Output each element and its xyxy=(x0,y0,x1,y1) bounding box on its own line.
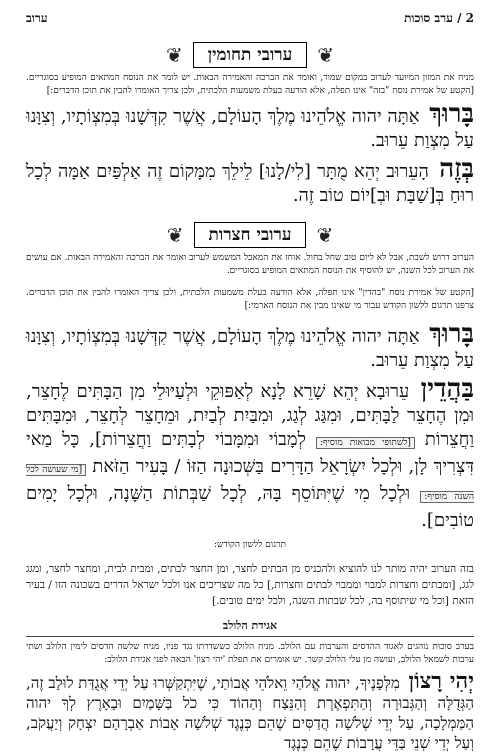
section2-title: ערובי חצרות xyxy=(194,222,307,248)
section3-prayer xyxy=(26,668,474,753)
aramaic-lead-word: בַּהֲדֵין xyxy=(420,374,474,404)
section1-intro: מניח את המזון המיועד לערוב במקום שמור, ואומר את הברכה והאמירה הבאות. יש לומר את הנוסח המתאים המופיע בסוגריים. [הקטע של אמירת נוסח "בזה" אינו תפלה, אלא הודעה בעלת משמעות הלכתית, ולכן צריך האומרו להבין את תוכן הדברים:] xyxy=(26,73,474,96)
page-label: 2 / ערב סוכות xyxy=(404,10,474,25)
section2-intro: הערוב דרוש לשבת, אבל לא ליום טוב שחל בחול. אוחז את המאכל המשמש לערוב ואומר את הברכה והאמירה הבאות. אם עושים את הערוב לכל השנה, יש להוסיף את הנוסח המתאים המופיע בסוגריים. xyxy=(26,253,474,276)
ornament-icon: ❦ xyxy=(166,223,184,247)
page-header xyxy=(26,8,474,28)
section2-title-box xyxy=(26,222,474,248)
section3-title: אגידת הלולב xyxy=(222,619,278,632)
ornament-icon: ❦ xyxy=(316,223,334,247)
aramaic-text-2: לְמָבוֹי וּמִמָּבוֹי לְבָתִּים וַחֲצֵרוֹת], כָּל מַאי דִּצְרִיךְ לָן, וּלְכָל יִשְׂרָאֵל הַדָּרִים בַּשְּׁכוּנָה הַזּוֹ / בָּעִיר הַזֹּאת xyxy=(26,429,474,477)
section2-blessing xyxy=(26,319,474,373)
section-label: ערוב xyxy=(26,10,48,25)
inline-note-box: [מי שעושה לכל השנה מוסיף: xyxy=(26,465,475,502)
blessing-lead-word: בָּרוּךְ xyxy=(429,319,474,349)
statement-lead-word: בְּזֶה xyxy=(439,154,474,184)
section3-intro: בערב סוכות נוהגים לאגוד ההדסים והערבות עם הלולב. מניח הלולב כששדרתו נגד פניו, מניח שלשה הדסים לימין הלולב ושתי ערבות לשמאל הלולב, ועושה מן עלי הלולב קשר. יש אומרים את תפלת 'יהי רצון' הבאה לפני אגידת הלולב: xyxy=(26,642,474,665)
blessing-text: אַתָּה יהוה אֱלֹהֵינוּ מֶלֶךְ הָעוֹלָם, אֲשֶׁר קִדְּשָׁנוּ בְּמִצְוֹתָיו, וְצִוָּנוּ עַל מִצְוַת עֵרוּב. xyxy=(26,326,474,371)
section1-title: ערובי תחומין xyxy=(193,42,308,68)
aramaic-text-3: וּלְכָל מִי שֶׁיִּתּוֹסֵף בָּהּ, לְכָל שַׁבְּתוֹת הַשָּׁנָה, וּלְכָל יָמִים טוֹבִים]. xyxy=(26,483,474,531)
section2-bracket-note: [הקטע של אמירת נוסח "בהדין" אינו תפלה, אלא הודעה בעלת משמעות הלכתית, ולכן צריך האומרו להבין את תוכן הדברים. צרפנו תרגום ללשון הקודש עבור מי שאינו מבין את הנוסח הארמי:] xyxy=(26,288,474,311)
ornament-icon: ❦ xyxy=(165,43,183,67)
translation-text: בזה הערוב יהיה מותר לנו להוציא ולהכניס מן הבתים לחצר, ומן החצר לבתים, ומבית לבית, ומחצר לחצר, ומגג לגג, [ומבתים וחצרות למבוי וממבוי לבתים וחצרות,] כל מה שצריכים אנו ולכל ישראל הדרים בשכונה הזו / בעיר הזאת [וכל מי שיתוסף בה, לכל שבתות השנה, ולכל ימים טובים.] xyxy=(26,562,474,607)
blessing-lead-word: בָּרוּךְ xyxy=(429,99,474,129)
divider xyxy=(26,636,474,637)
section1-title-box xyxy=(26,42,474,68)
aramaic-text-1: עֵרוּבָא יְהֵא שָׁרֵא לָנָא לְאַפּוּקֵי וּלְעַיּוּלֵי מִן הַבָּתִּים לֶחָצֵר, וּמִן הֶחָצֵר לַבָּתִּים, וּמִגַּג לְגַג, וּמִבַּיִת לְבַיִת, וּמֵחָצֵר לְחָצֵר, וּמִבָּתִּים וַחֲצֵרוֹת xyxy=(26,381,474,450)
ornament-icon: ❦ xyxy=(317,43,335,67)
blessing-text: אַתָּה יהוה אֱלֹהֵינוּ מֶלֶךְ הָעוֹלָם, אֲשֶׁר קִדְּשָׁנוּ בְּמִצְוֹתָיו, וְצִוָּנוּ עַל מִצְוַת עֵרוּב. xyxy=(26,106,474,151)
translation-heading: תרגום ללשון הקודש: xyxy=(214,540,286,550)
prayer-lead-word: יְהִי רָצוֹן xyxy=(408,668,474,694)
prayer-text: מִלְּפָנֶיךָ, יהוה אֱלֹהַי וֵאלֹהֵי אֲבוֹתַי, שֶׁיִּתְקַשְּׁרוּ עַל יְדֵי אֲגֻדַּת לוּלָב זֶה, הַגְּדֻלָּה וְהַגְּבוּרָה וְהַתִּפְאֶרֶת וְהַנֵּצַח וְהַהוֹד כִּי כֹל בַּשָּׁמַיִם וּבָאָרֶץ לְךָ יהוה הַמַּמְלָכָה, עַל יְדֵי שְׁלֹשָׁה הֲדַסִּים שֶׁהֵם כְּנֶגֶד שְׁלֹשָׁה אָבוֹת אַבְרָהָם יִצְחָק וְיַעֲקֹב, וְעַל יְדֵי שְׁנֵי בַּדֵּי עֲרָבוֹת שֶׁהֵם כְּנֶגֶד xyxy=(26,674,474,752)
section1-statement xyxy=(26,154,474,208)
section1-blessing xyxy=(26,99,474,153)
section2-aramaic xyxy=(26,374,475,533)
statement-text: הָעֵרוּב יְהֵא מֻתָּר [לִי/לָנוּ] לֵילֵךְ מִמָּקוֹם זֶה אַלְפַּיִם אַמָּה לְכָל רוּחַ בְּ[שַׁבָּת וּבְ]יוֹם טוֹב זֶה. xyxy=(26,161,474,206)
inline-note-box: [לשתופי מבואות מוסיף: xyxy=(316,437,415,449)
